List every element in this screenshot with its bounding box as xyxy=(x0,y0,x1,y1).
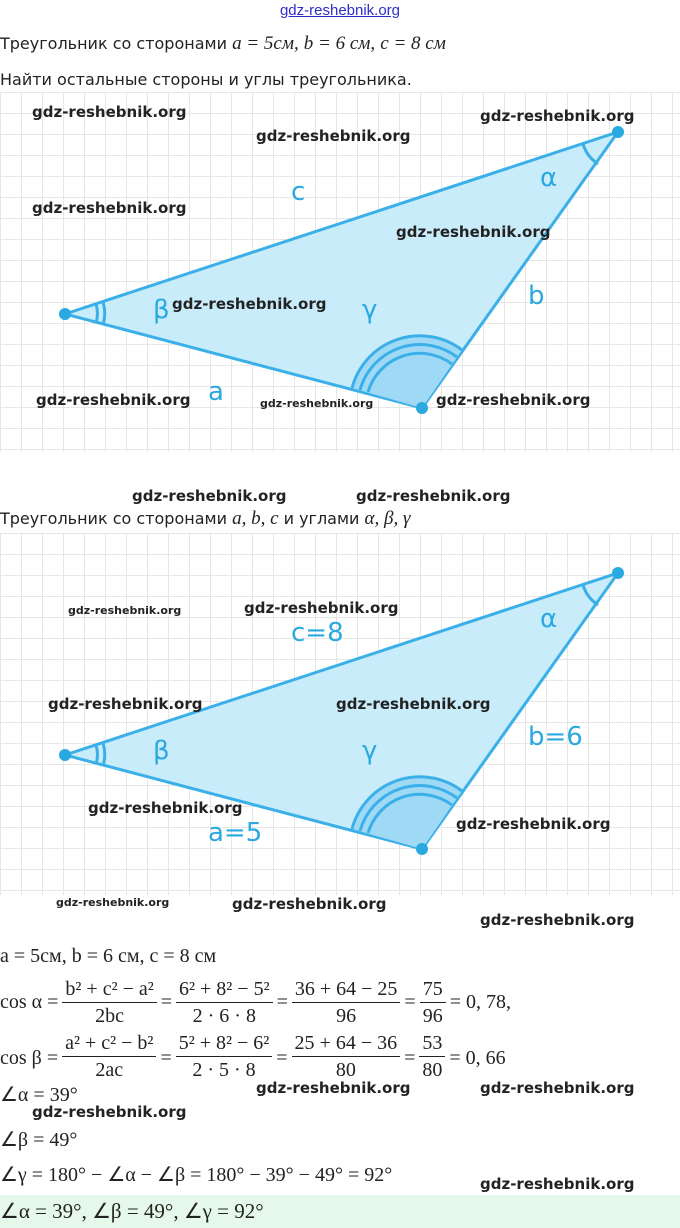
watermark: gdz-reshebnik.org xyxy=(260,397,374,410)
beta-arc-1 xyxy=(96,304,97,323)
numerator: 6² + 8² − 5² xyxy=(176,978,273,1003)
label-side-b: b xyxy=(528,281,545,311)
answer-text: ∠α = 39°, ∠β = 49°, ∠γ = 92° xyxy=(0,1199,264,1223)
label-side-c: c=8 xyxy=(291,618,344,648)
figure-2-panel xyxy=(0,533,680,895)
numerator: 25 + 64 − 36 xyxy=(292,1032,401,1057)
denominator: 2 · 6 · 8 xyxy=(192,1004,256,1027)
section-2-angles: α, β, γ xyxy=(364,508,411,529)
vertex-dot xyxy=(416,402,428,414)
watermark: gdz-reshebnik.org xyxy=(88,799,243,817)
fraction xyxy=(62,978,156,1027)
label-side-a: a xyxy=(208,377,224,407)
watermark: gdz-reshebnik.org xyxy=(244,599,399,617)
problem-line-1 xyxy=(0,33,446,55)
watermark: gdz-reshebnik.org xyxy=(256,127,411,145)
label-alpha: α xyxy=(540,163,558,193)
vertex-dot xyxy=(612,567,624,579)
watermark: gdz-reshebnik.org xyxy=(356,487,511,505)
denominator: 80 xyxy=(422,1059,443,1080)
angle-gamma-value: ∠γ = 180° − ∠α − ∠β = 180° − 39° − 49° = 92° xyxy=(0,1164,393,1186)
watermark: gdz-reshebnik.org xyxy=(396,223,551,241)
watermark: gdz-reshebnik.org xyxy=(232,895,387,913)
section-2-prefix: Треугольник со сторонами xyxy=(0,509,227,528)
label-gamma: γ xyxy=(362,295,378,325)
cos-beta-formula: cos β = $\frac{\text{a² + c² − b²}}{2ac}$ = $\frac{\text{5² + 8² − 6²}}{2 \cdot 5 \cdot 8}$ = $\frac{25 + 64 - 36}{80}$ = $\frac{53}{80}$ = 0, 66 xyxy=(0,1030,506,1080)
watermark: gdz-reshebnik.org xyxy=(172,295,327,313)
watermark: gdz-reshebnik.org xyxy=(480,911,635,929)
label-alpha: α xyxy=(540,604,558,634)
vertex-dot xyxy=(59,308,71,320)
section-2-sides: a, b, c xyxy=(232,508,279,529)
numerator: 5² + 8² − 6² xyxy=(176,1032,273,1057)
vertex-dot xyxy=(416,843,428,855)
numerator: b² + c² − a² xyxy=(62,978,156,1003)
watermark: gdz-reshebnik.org xyxy=(56,896,170,909)
label-beta: β xyxy=(153,295,170,325)
section-2-middle: и углами xyxy=(283,509,360,528)
watermark: gdz-reshebnik.org xyxy=(32,103,187,121)
numerator: 75 xyxy=(420,978,446,1003)
numerator: 36 + 64 − 25 xyxy=(292,978,401,1003)
watermark: gdz-reshebnik.org xyxy=(32,199,187,217)
site-header-link[interactable]: gdz-reshebnik.org xyxy=(279,2,401,19)
numerator: a² + c² − b² xyxy=(62,1032,156,1057)
watermark: gdz-reshebnik.org xyxy=(256,1079,411,1097)
denominator: 96 xyxy=(336,1004,357,1027)
denominator: 2ac xyxy=(95,1059,124,1080)
problem-prefix: Треугольник со сторонами xyxy=(0,34,227,53)
cos-alpha-result: = 0, 78, xyxy=(449,990,511,1013)
cos-alpha-lhs: cos α = xyxy=(0,990,59,1013)
watermark: gdz-reshebnik.org xyxy=(336,695,491,713)
side-a-given: a = 5см, xyxy=(232,33,299,54)
fraction xyxy=(420,978,446,1027)
label-side-a: a=5 xyxy=(208,818,263,848)
label-gamma: γ xyxy=(362,736,378,766)
answer-box xyxy=(0,1195,680,1228)
side-b-given: b = 6 см, xyxy=(303,33,376,54)
fraction xyxy=(62,1032,156,1080)
fraction xyxy=(292,978,401,1027)
watermark: gdz-reshebnik.org xyxy=(436,391,591,409)
triangle-shape xyxy=(65,132,618,408)
denominator: 2bc xyxy=(95,1004,125,1027)
angle-alpha-value: ∠α = 39° xyxy=(0,1084,78,1106)
cos-alpha-formula: cos α = $\frac{\text{b² + c² − a²}}{2bc}$ = $\frac{\text{6² + 8² − 5²}}{2 \cdot 6 \cdot 8}$ = $\frac{36 + 64 - 25}{96}$ = $\frac{75}{96}$ = 0, 78, xyxy=(0,977,511,1027)
vertex-dot xyxy=(59,749,71,761)
figure-2-triangle xyxy=(0,533,680,895)
beta-arc-1 xyxy=(96,745,97,764)
watermark: gdz-reshebnik.org xyxy=(32,1103,187,1121)
watermark: gdz-reshebnik.org xyxy=(132,487,287,505)
angle-beta-value: ∠β = 49° xyxy=(0,1129,78,1151)
numerator: 53 xyxy=(419,1032,445,1057)
watermark: gdz-reshebnik.org xyxy=(480,107,635,125)
label-beta: β xyxy=(153,736,170,766)
watermark: gdz-reshebnik.org xyxy=(68,604,182,617)
label-side-b: b=6 xyxy=(528,722,583,752)
problem-line-2: Найти остальные стороны и углы треугольника. xyxy=(0,70,412,89)
watermark: gdz-reshebnik.org xyxy=(48,695,203,713)
given-values: a = 5см, b = 6 см, c = 8 см xyxy=(0,945,217,967)
denominator: 80 xyxy=(335,1059,356,1080)
label-side-c: c xyxy=(291,177,306,207)
watermark: gdz-reshebnik.org xyxy=(480,1079,635,1097)
vertex-dot xyxy=(612,126,624,138)
cos-beta-lhs: cos β = xyxy=(0,1047,59,1069)
fraction xyxy=(419,1032,445,1080)
denominator: 96 xyxy=(422,1004,443,1027)
cos-beta-result: = 0, 66 xyxy=(449,1047,506,1069)
fraction xyxy=(292,1032,401,1080)
watermark: gdz-reshebnik.org xyxy=(456,815,611,833)
watermark: gdz-reshebnik.org xyxy=(480,1175,635,1193)
fraction xyxy=(176,1032,273,1080)
fraction xyxy=(176,978,273,1027)
watermark: gdz-reshebnik.org xyxy=(36,391,191,409)
denominator: 2 · 5 · 8 xyxy=(192,1059,256,1080)
side-c-given: c = 8 см xyxy=(380,33,446,54)
section-2-line xyxy=(0,508,410,530)
